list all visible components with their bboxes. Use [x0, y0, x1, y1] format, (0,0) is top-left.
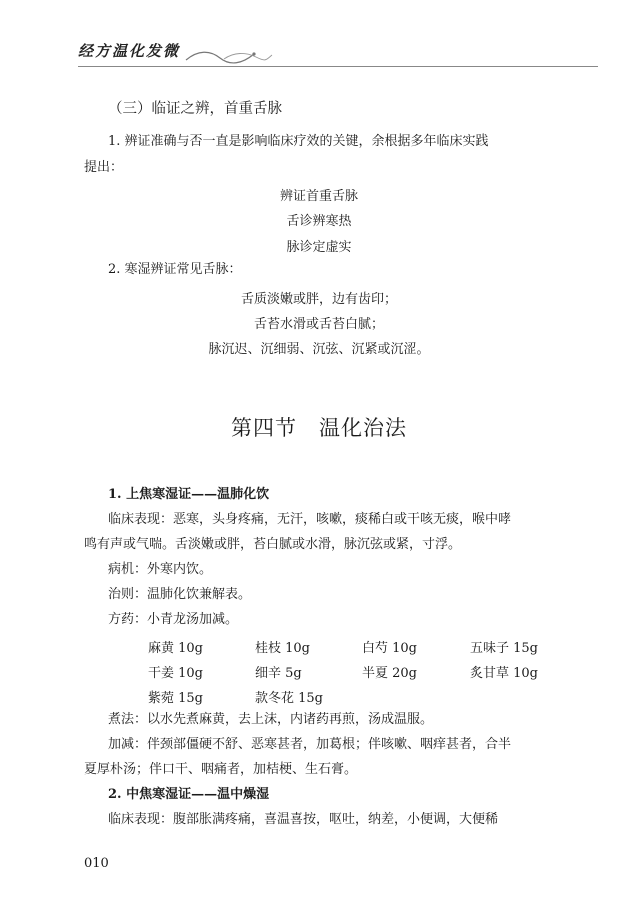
section-title [0, 412, 638, 442]
page-number: 010 [84, 856, 109, 871]
herb-item: 款冬花 15g [255, 691, 323, 706]
herb-item: 干姜 10g [148, 666, 203, 681]
header-rule [78, 66, 598, 67]
herb-item: 桂枝 10g [255, 641, 310, 656]
upper-formula: 方药：小青龙汤加减。 [108, 612, 239, 627]
herb-item: 半夏 20g [362, 666, 417, 681]
item1-centered-line: 脉诊定虚实 [286, 240, 352, 255]
upper-treatment: 治则：温肺化饮兼解表。 [108, 587, 252, 602]
middle-clinical-line1: 临床表现：腹部胀满疼痛，喜温喜按，呕吐，纳差，小便调，大便稀 [108, 812, 499, 827]
section-name: 温化治法 [319, 416, 407, 440]
herb-item: 细辛 5g [255, 666, 302, 681]
item1-centered-line: 舌诊辨寒热 [286, 214, 352, 229]
herb-item: 五味子 15g [470, 641, 538, 656]
item1-line2: 提出： [84, 160, 124, 175]
item2-centered-line: 脉沉迟、沉细弱、沉弦、沉紧或沉涩。 [208, 342, 430, 357]
running-header [78, 40, 598, 70]
header-ornament-icon [184, 46, 274, 66]
subsection-heading: （三）临证之辨，首重舌脉 [108, 101, 282, 117]
item2-line1: 2. 寒湿辨证常见舌脉： [108, 262, 242, 277]
upper-decoction: 煮法：以水先煮麻黄，去上沫，内诸药再煎，汤成温服。 [108, 712, 434, 727]
header-title: 经方温化发微 [78, 42, 181, 60]
item2-centered-line: 舌苔水滑或舌苔白腻； [253, 317, 384, 332]
upper-pathogenesis: 病机：外寒内饮。 [108, 562, 213, 577]
herb-item: 紫菀 15g [148, 691, 203, 706]
upper-clinical-line2: 鸣有声或气喘。舌淡嫩或胖，苔白腻或水滑，脉沉弦或紧，寸浮。 [84, 537, 462, 552]
upper-modification-line1: 加减：伴颈部僵硬不舒、恶寒甚者，加葛根；伴咳嗽、咽痒甚者，合半 [108, 737, 512, 752]
upper-clinical-line1: 临床表现：恶寒，头身疼痛，无汗，咳嗽，痰稀白或干咳无痰，喉中哮 [108, 512, 512, 527]
herb-item: 炙甘草 10g [470, 666, 538, 681]
upper-heading: 1. 上焦寒湿证——温肺化饮 [108, 487, 270, 502]
item2-centered-line: 舌质淡嫩或胖，边有齿印； [240, 292, 397, 307]
herb-item: 白芍 10g [362, 641, 417, 656]
middle-heading: 2. 中焦寒湿证——温中燥湿 [108, 787, 270, 802]
item1-centered-line: 辨证首重舌脉 [279, 189, 358, 204]
herb-item: 麻黄 10g [148, 641, 203, 656]
section-number: 第四节 [231, 416, 297, 440]
item1-line1: 1. 辨证准确与否一直是影响临床疗效的关键，余根据多年临床实践 [108, 134, 489, 149]
upper-modification-line2: 夏厚朴汤；伴口干、咽痛者，加桔梗、生石膏。 [84, 762, 358, 777]
